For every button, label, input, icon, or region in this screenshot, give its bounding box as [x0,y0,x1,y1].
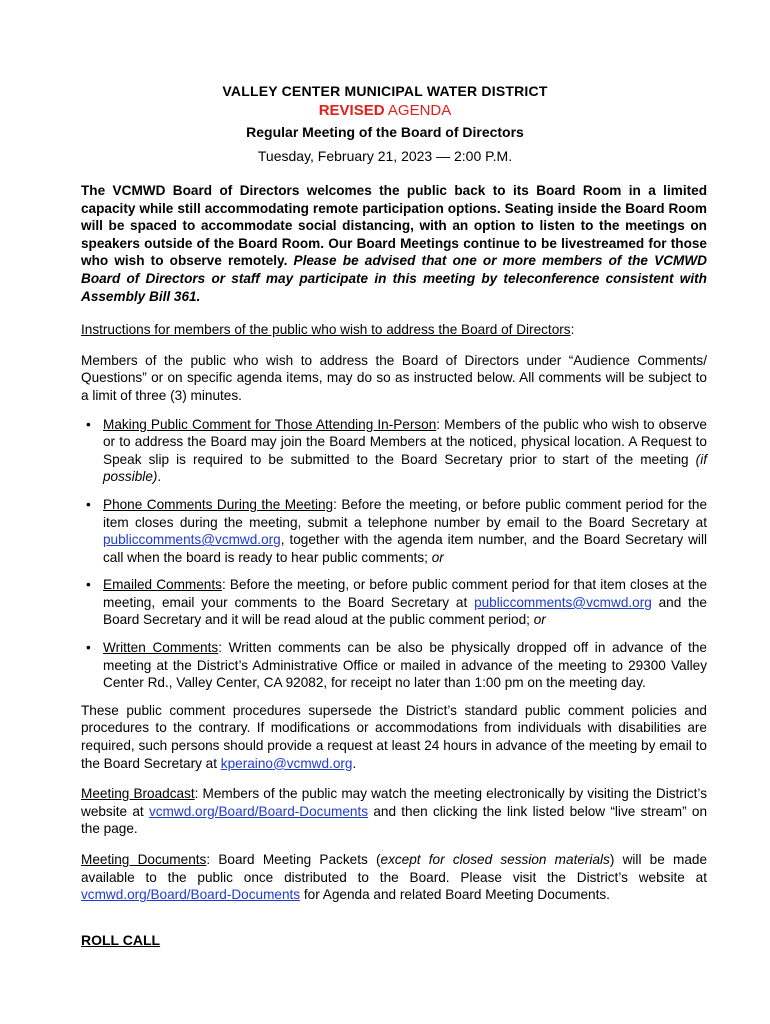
bullet-icon: • [86,577,91,593]
broadcast-text: : Members of the public may watch the meeting electronically by visiting the District’s website at [81,786,708,819]
phone-text: : Before the meeting, or before public comment period for the item closes during the meeting, submit a telephone number by email to the Board Secretary at [103,496,708,530]
intro-paragraph [81,182,707,305]
phone-text-2: , together with the agenda item number, and the Board Secretary will call when the board is ready to hear public comments; [103,532,707,565]
list-item-emailed [81,576,707,629]
in-person-end: . [157,469,162,485]
documents-text-3: for Agenda and related Board Meeting Documents. [300,887,610,903]
broadcast-link[interactable]: vcmwd.org/Board/Board-Documents [148,803,369,819]
broadcast-paragraph [81,785,707,838]
emailed-text: : Before the meeting, or before public comment period for that item closes at the meeting, email your comments to the Board Secretary at [103,577,708,610]
written-text: : Written comments can be also be physically dropped off in advance of the meeting at the District’s Administrative Office or mailed in advance of the meeting to 29300 Valley Center Rd., Valley Center, CA 92082, for receipt no later than 1:00 pm on the meeting day. [103,640,707,691]
documents-title: Meeting Documents [81,852,207,867]
written-title: Written Comments [103,640,219,656]
list-item-in-person [81,416,707,486]
roll-call-heading: ROLL CALL [81,931,161,948]
secretary-email-link[interactable]: kperaino@vcmwd.org [220,755,353,771]
revised-label: REVISED [318,102,385,119]
broadcast-text-2: and then clicking the link listed below “live stream” on the page. [81,803,708,837]
broadcast-title: Meeting Broadcast [81,786,195,802]
procedures-text: These public comment procedures supersede the District’s standard public comment policies and procedures to the contrary. If modifications or accommodations from individuals with disabilities are required, such persons should provide a request at least 24 hours in advance of the meeting by email to the Board Secretary at [81,702,707,771]
list-item-phone [81,496,707,566]
list-item-written [81,639,707,692]
in-person-title: Making Public Comment for Those Attending In-Person [103,416,437,432]
documents-italic: except for closed session materials [380,852,610,867]
documents-text: : Board Meeting Packets ( [206,852,381,867]
documents-paragraph [81,851,707,904]
bullet-icon: • [86,496,91,512]
emailed-text-2: and the Board Secretary and it will be read aloud at the public comment period; [103,594,707,628]
phone-title: Phone Comments During the Meeting [103,496,334,512]
phone-or: or [431,549,444,565]
district-name: VALLEY CENTER MUNICIPAL WATER DISTRICT [222,83,548,99]
procedures-paragraph [81,702,707,772]
phone-email-link[interactable]: publiccomments@vcmwd.org [103,532,281,548]
in-person-italic: (if possible) [103,451,707,485]
meeting-date: Tuesday, February 21, 2023 — 2:00 P.M. [257,148,513,164]
intro-teleconference-notice: Please be advised that one or more members of the VCMWD Board of Directors or staff may participate in this meeting by teleconference consistent with Assembly Bill 361. [81,253,707,304]
documents-link[interactable]: vcmwd.org/Board/Board-Documents [81,887,301,903]
agenda-header [0,82,770,167]
instructions-heading [81,321,707,339]
instructions-heading-text: Instructions for members of the public who wish to address the Board of Directors [81,322,571,338]
agenda-body [81,182,707,949]
agenda-label: AGENDA [384,102,452,119]
emailed-title: Emailed Comments [103,577,222,593]
emailed-email-link[interactable]: publiccomments@vcmwd.org [474,594,652,610]
bullet-icon: • [86,416,91,432]
documents-text-2: ) will be made available to the public once distributed to the Board. Please visit the District’s website at [81,852,708,885]
procedures-end: . [352,755,357,771]
bullet-icon: • [86,640,91,656]
in-person-text: : Members of the public who wish to observe or to address the Board may join the Board Members at the noticed, physical location. A Request to Speak slip is required to be submitted to the Board Secretary prior to start of the meeting [103,416,707,467]
instructions-colon: : [570,322,575,338]
comment-methods-list [81,416,707,692]
instructions-body: Members of the public who wish to address the Board of Directors under “Audience Comments/ Questions” or on specific agenda items, may do so as instructed below. All comments will be subject to a limit of three (3) minutes. [81,352,707,403]
emailed-or: or [533,612,546,628]
intro-text: The VCMWD Board of Directors welcomes the public back to its Board Room in a limited capacity while still accommodating remote participation options. Seating inside the Board Room will be spaced to accommodate social distancing, with an option to listen to the meetings on speakers outside of the Board Room. Our Board Meetings continue to be livestreamed for those who wish to observe remotely. [81,183,707,269]
meeting-title: Regular Meeting of the Board of Directors [246,124,524,140]
revised-agenda-title [0,101,770,120]
